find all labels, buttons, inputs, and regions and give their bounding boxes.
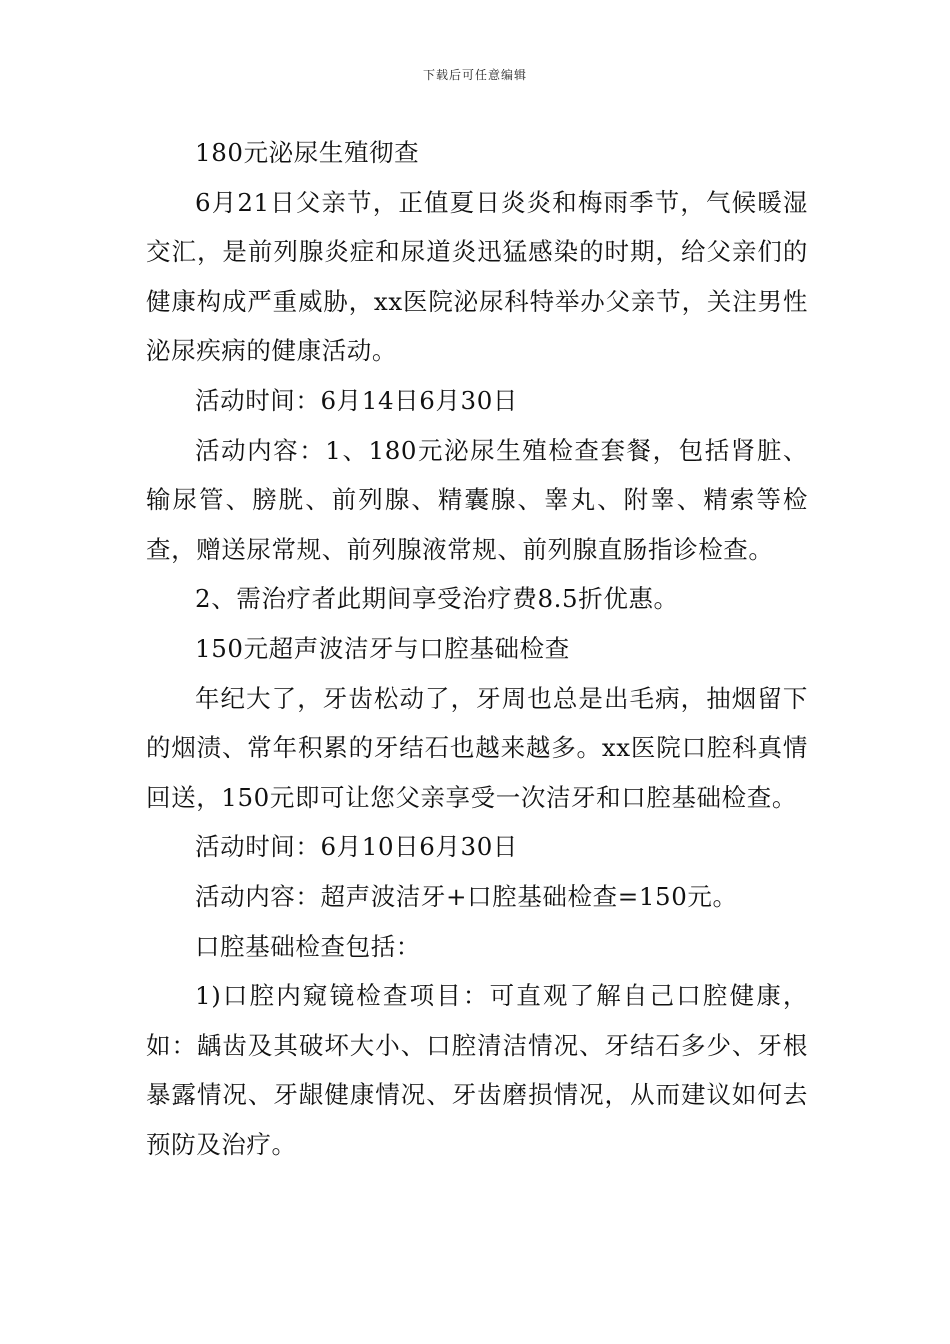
urology-activity-content: 活动内容：1、180元泌尿生殖检查套餐，包括肾脏、输尿管、膀胱、前列腺、精囊腺、睾丸、附睾、精索等检查，赠送尿常规、前列腺液常规、前列腺直肠指诊检查。 xyxy=(146,435,808,564)
section-title-dental: 150元超声波洁牙与口腔基础检查 xyxy=(195,633,570,663)
dental-intro-paragraph: 年纪大了，牙齿松动了，牙周也总是出毛病，抽烟留下的烟渍、常年积累的牙结石也越来越多。xx医院口腔科真情回送，150元即可让您父亲享受一次洁牙和口腔基础检查。 xyxy=(146,683,808,812)
dental-activity-time: 活动时间：6月10日6月30日 xyxy=(195,832,519,862)
urology-discount-note: 2、需治疗者此期间享受治疗费8.5折优惠。 xyxy=(195,584,679,614)
urology-activity-time: 活动时间：6月14日6月30日 xyxy=(195,385,519,415)
dental-exam-heading: 口腔基础检查包括： xyxy=(195,931,421,961)
dental-activity-content: 活动内容：超声波洁牙+口腔基础检查=150元。 xyxy=(195,881,738,911)
page-header-note: 下载后可任意编辑 xyxy=(422,68,527,82)
urology-intro-paragraph: 6月21日父亲节，正值夏日炎炎和梅雨季节，气候暖湿交汇，是前列腺炎症和尿道炎迅猛感染的时期，给父亲们的健康构成严重威胁，xx医院泌尿科特举办父亲节，关注男性泌尿疾病的健康活动。 xyxy=(146,187,808,366)
document-body xyxy=(146,128,808,1169)
dental-exam-item-1: 1)口腔内窥镜检查项目：可直观了解自己口腔健康，如：龋齿及其破坏大小、口腔清洁情况、牙结石多少、牙根暴露情况、牙龈健康情况、牙齿磨损情况，从而建议如何去预防及治疗。 xyxy=(146,981,808,1159)
section-title-urology: 180元泌尿生殖彻查 xyxy=(195,138,420,167)
